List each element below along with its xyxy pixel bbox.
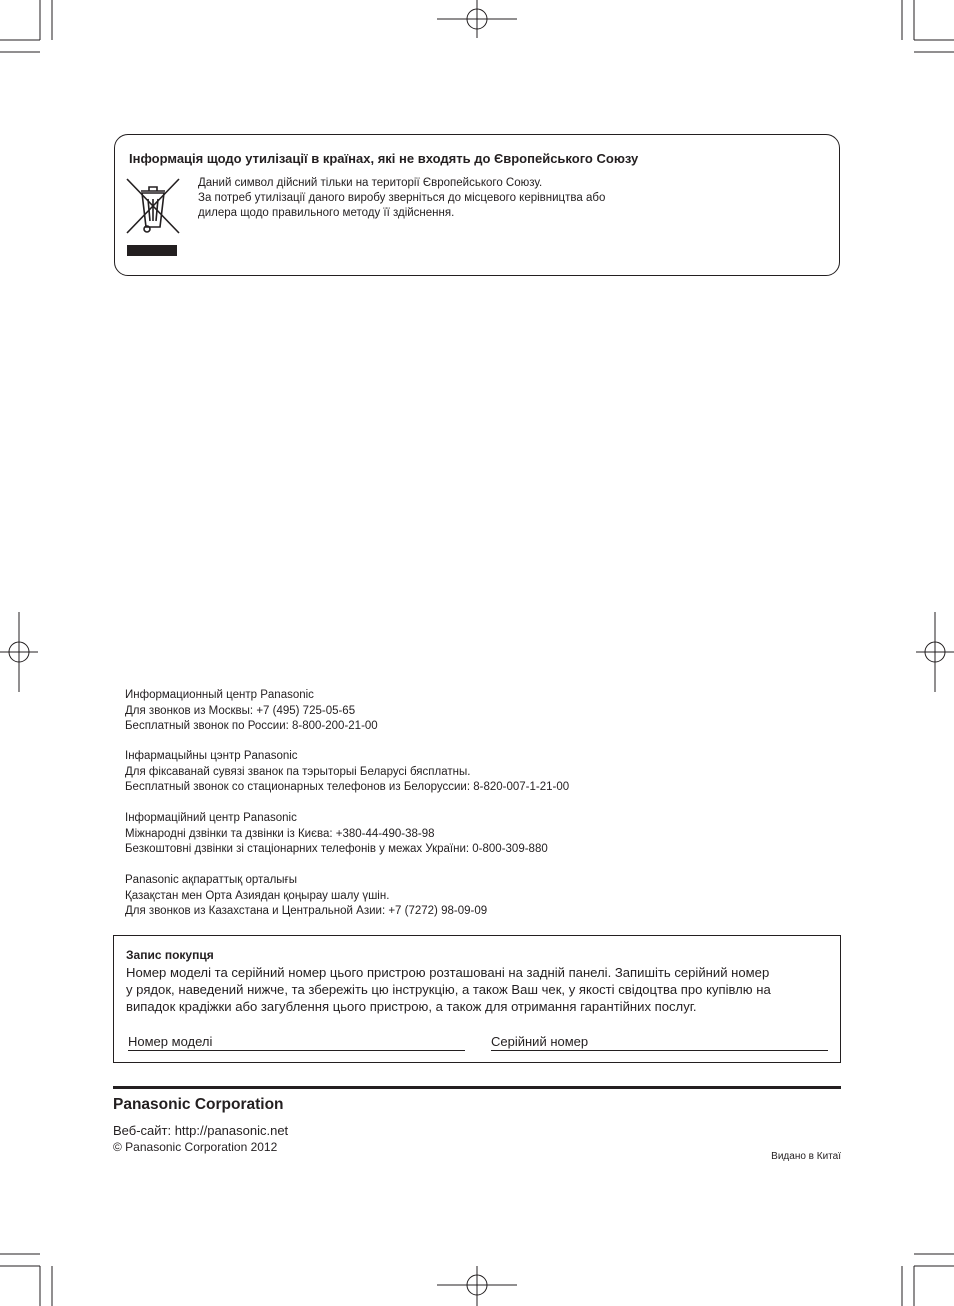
disposal-text xyxy=(198,176,605,221)
info-center-ukraine xyxy=(125,811,548,858)
info-center-russia xyxy=(125,688,378,735)
info-line: Інформаційний центр Panasonic xyxy=(125,812,297,824)
footer-divider xyxy=(113,1086,841,1089)
copyright-text: © Panasonic Corporation 2012 xyxy=(113,1140,278,1154)
disposal-line: За потреб утилізації даного виробу зверніться до місцевого керівництва або xyxy=(198,192,606,204)
disposal-line: Даний символ дійсний тільки на території Європейського Союзу. xyxy=(198,177,543,189)
corporation-name: Panasonic Corporation xyxy=(113,1096,284,1113)
model-number-label: Номер моделі xyxy=(128,1034,213,1049)
info-line: Бесплатный звонок со стационарных телефонов из Белоруссии: 8-820-007-1-21-00 xyxy=(125,781,570,793)
purchase-text xyxy=(126,964,832,1015)
info-line: Міжнародні дзвінки та дзвінки із Києва: +380-44-490-38-98 xyxy=(125,827,435,840)
serial-number-label: Серійний номер xyxy=(491,1034,589,1049)
purchase-line: у рядок, наведений нижче, та збережіть цю інструкцію, а також Ваш чек, у якості свідоцтва про купівлю на xyxy=(126,982,771,997)
info-line: Информационный центр Panasonic xyxy=(125,689,314,701)
info-line: Для фіксаванай сувязі званок па тэрыторыі Беларусі бясплатны. xyxy=(125,765,471,778)
purchase-title: Запис покупця xyxy=(126,948,214,962)
disposal-info-box xyxy=(114,134,840,276)
info-line: Для звонков из Казахстана и Центральной Азии: +7 (7272) 98-09-09 xyxy=(125,905,488,917)
info-line: Panasonic ақпараттық орталығы xyxy=(125,874,298,886)
purchase-line: випадок крадіжки або загублення цього пристрою, а також для отримання гарантійних послуг. xyxy=(126,999,697,1014)
crossed-out-wheelie-bin-icon xyxy=(125,175,181,259)
info-line: Бесплатный звонок по России: 8-800-200-21-00 xyxy=(125,720,378,732)
purchase-line: Номер моделі та серійний номер цього пристрою розташовані на задній панелі. Запишіть серійний номер xyxy=(126,965,770,980)
disposal-line: дилера щодо правильного методу її здійснення. xyxy=(198,207,455,219)
disposal-title: Інформація щодо утилізації в країнах, які не входять до Європейського Союзу xyxy=(129,151,639,166)
info-line: Інфармацыйны цэнтр Panasonic xyxy=(125,750,298,762)
info-line: Для звонков из Москвы: +7 (495) 725-05-65 xyxy=(125,704,356,717)
info-center-kazakhstan xyxy=(125,873,487,920)
serial-number-field[interactable] xyxy=(491,1034,828,1051)
purchase-record-box xyxy=(113,935,841,1063)
made-in-text: Видано в Китаї xyxy=(771,1151,841,1162)
info-line: Безкоштовні дзвінки зі стаціонарних телефонів у межах України: 0-800-309-880 xyxy=(125,843,548,855)
info-center-belarus xyxy=(125,749,569,796)
website-text: Веб-сайт: http://panasonic.net xyxy=(113,1123,289,1138)
info-line: Қазақстан мен Орта Азиядан қоңырау шалу үшін. xyxy=(125,889,390,902)
model-number-field[interactable] xyxy=(128,1034,465,1051)
